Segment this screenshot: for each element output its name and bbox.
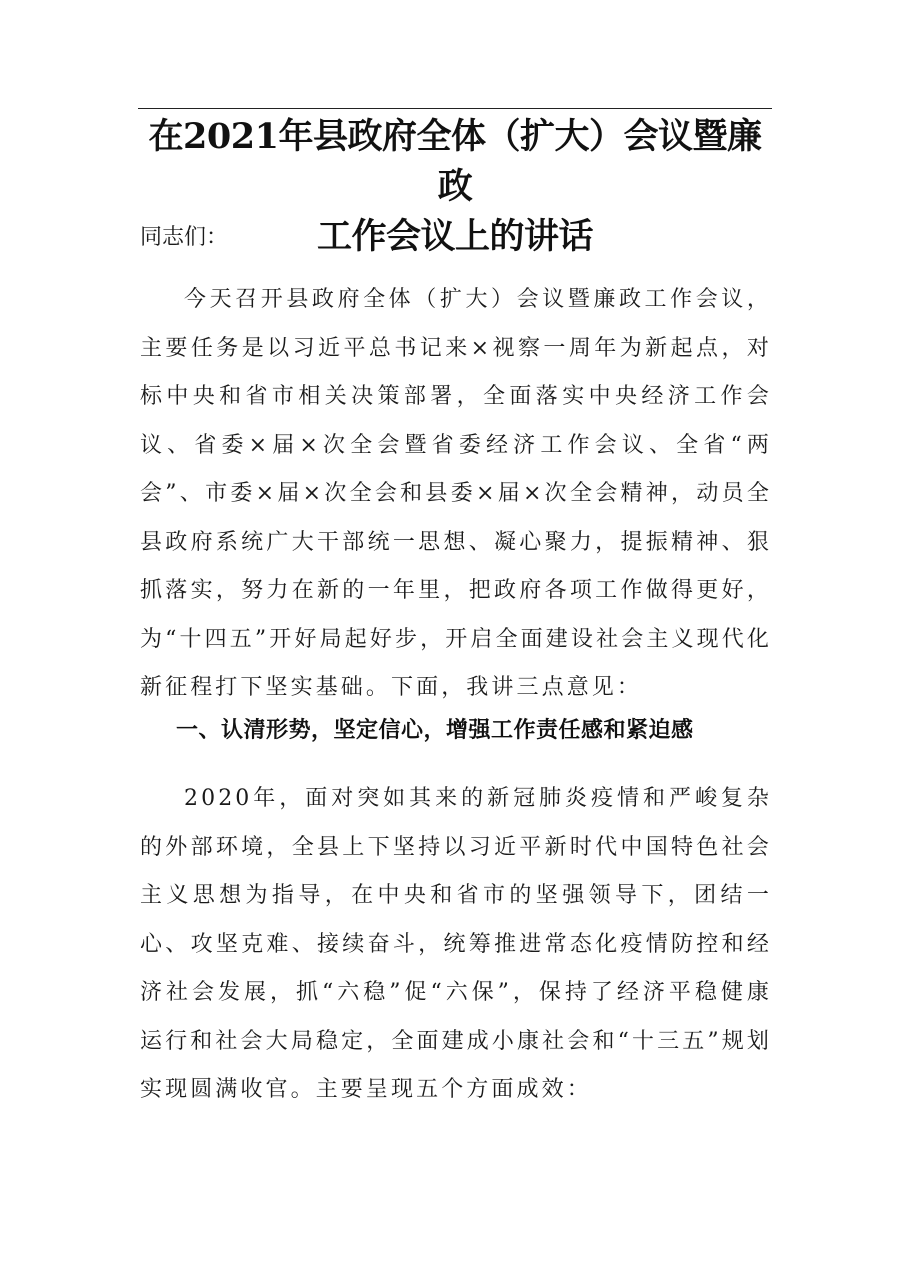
title-line-1: 在2021年县政府全体（扩大）会议暨廉政 — [148, 116, 762, 207]
section-heading-1: 一、认清形势，坚定信心，增强工作责任感和紧迫感 — [176, 718, 694, 743]
header-rule — [138, 108, 772, 109]
body-paragraph: 2020年，面对突如其来的新冠肺炎疫情和严峻复杂的外部环境，全县上下坚持以习近平新时代中国特色社会主义思想为指导，在中央和省市的坚强领导下，团结一心、攻坚克难、接续奋斗，统筹推进常态化疫情防控和经济社会发展，抓“六稳”促“六保”，保持了经济平稳健康运行和社会大局稳定，全面建成小康社会和“十三五”规划实现圆满收官。主要呈现五个方面成效： — [140, 786, 772, 1102]
opening-paragraph: 今天召开县政府全体（扩大）会议暨廉政工作会议，主要任务是以习近平总书记来×视察一周年为新起点，对标中央和省市相关决策部署，全面落实中央经济工作会议、省委×届×次全会暨省委经济工作会议、全省“两会”、市委×届×次全会和县委×届×次全会精神，动员全县政府系统广大干部统一思想、凝心聚力，提振精神、狠抓落实，努力在新的一年里，把政府各项工作做得更好，为“十四五”开好局起好步，开启全面建设社会主义现代化新征程打下坚实基础。下面，我讲三点意见： — [140, 287, 772, 700]
document-title — [138, 112, 772, 262]
title-line-2: 工作会议上的讲话 — [316, 216, 593, 257]
salutation: 同志们： — [140, 225, 229, 250]
